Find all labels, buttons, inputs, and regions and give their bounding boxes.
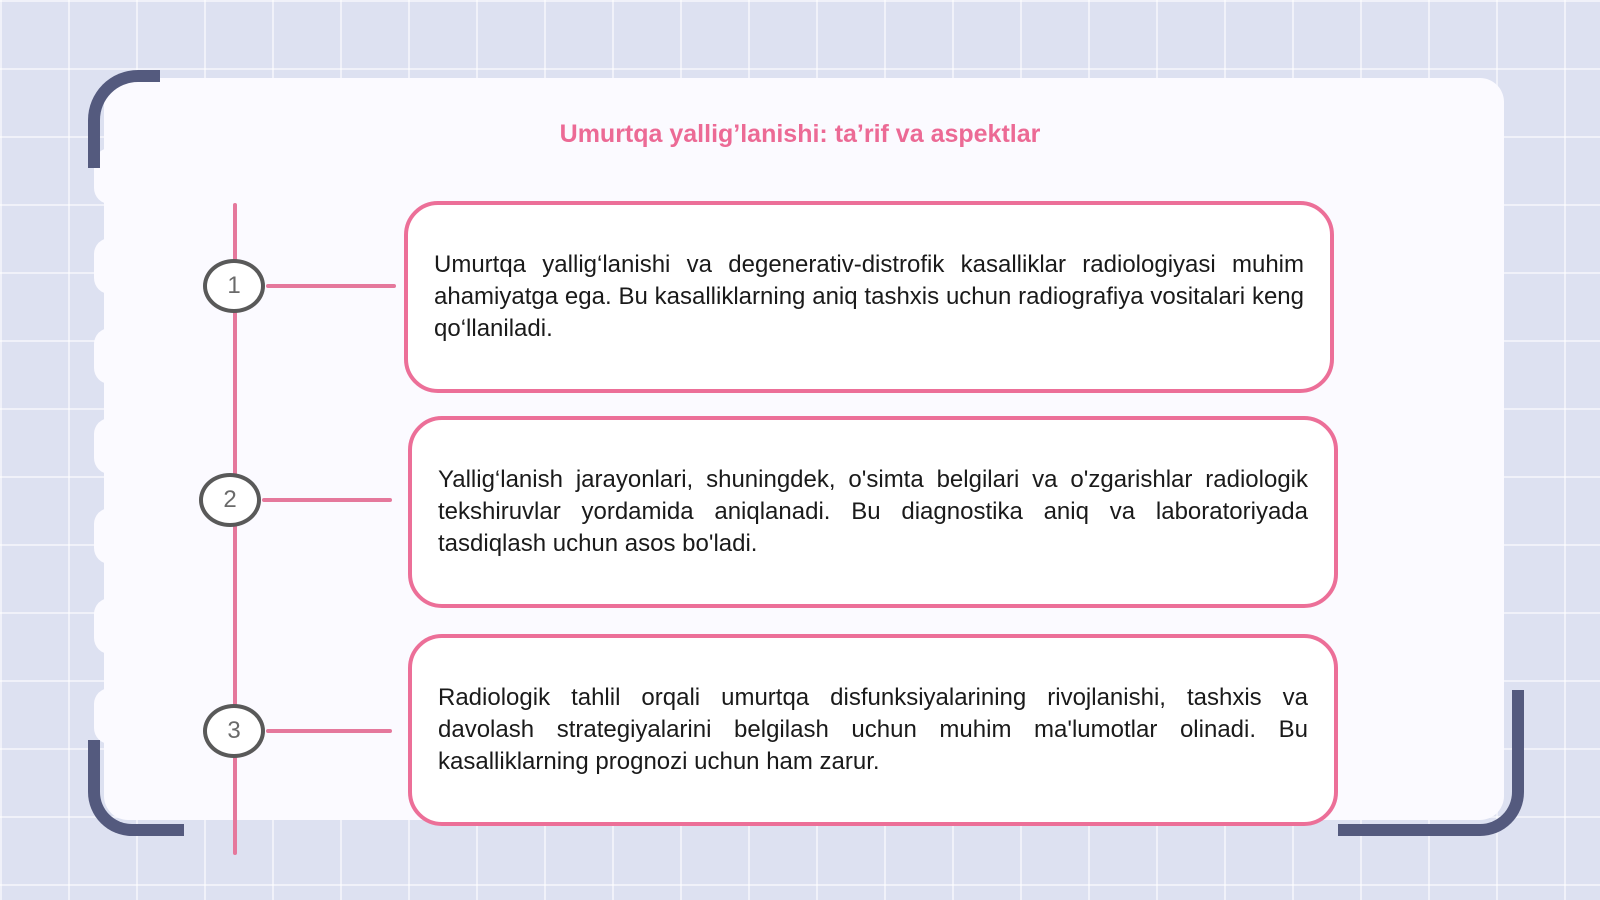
content-text: Umurtqa yallig‘lanishi va degenerativ-distrofik kasalliklar radiologiyasi muhim ahamiyatga ega. Bu kasalliklarning aniq tashxis uchun radiografiya vositalari keng qo‘llaniladi. <box>434 251 1304 342</box>
step-number-badge: 1 <box>203 259 265 313</box>
timeline-connector-3 <box>266 729 392 733</box>
notebook-edge-bump <box>94 418 126 474</box>
notebook-edge-bump <box>94 328 126 384</box>
slide-title: Umurtqa yallig’lanishi: ta’rif va aspektlar <box>559 120 1041 148</box>
frame-corner-top-left <box>88 70 160 168</box>
timeline-connector-1 <box>266 284 396 288</box>
step-number-badge: 2 <box>199 473 261 527</box>
content-text: Radiologik tahlil orqali umurtqa disfunksiyalarining rivojlanishi, tashxis va davolash strategiyalarini belgilash uchun muhim ma'lumotlar olinadi. Bu kasalliklarning prognozi uchun ham zarur. <box>438 684 1308 775</box>
notebook-edge-bump <box>94 688 126 744</box>
frame-corner-bottom-left <box>88 740 184 836</box>
timeline-connector-2 <box>262 498 392 502</box>
step-number-badge: 3 <box>203 704 265 758</box>
notebook-edge-bump <box>94 598 126 654</box>
notebook-edge-bump <box>94 508 126 564</box>
content-box-2 <box>408 416 1338 608</box>
content-box-3 <box>408 634 1338 826</box>
notebook-edge-bump <box>94 238 126 294</box>
content-box-1 <box>404 201 1334 393</box>
content-text: Yallig‘lanish jarayonlari, shuningdek, o'simta belgilari va o'zgarishlar radiologik tekshiruvlar yordamida aniqlanadi. Bu diagnostika aniq va laboratoriyada tasdiqlash uchun asos bo'ladi. <box>438 466 1308 557</box>
frame-corner-bottom-right <box>1338 690 1524 836</box>
